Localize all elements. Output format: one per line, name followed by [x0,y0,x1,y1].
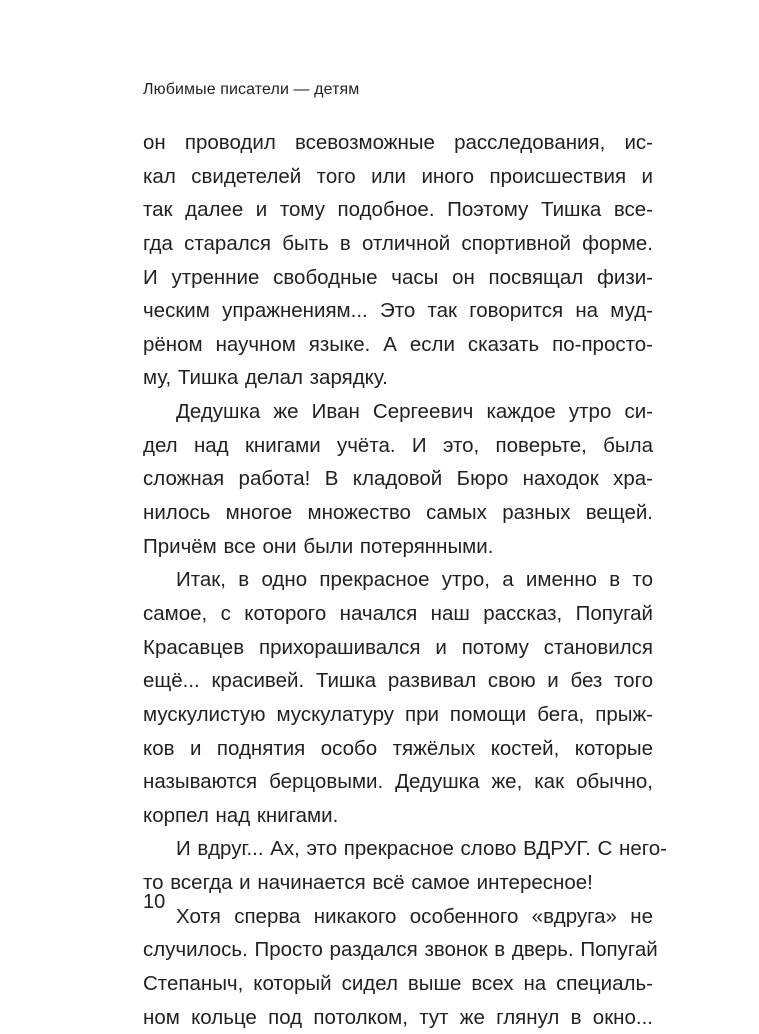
text-line: он проводил всевозможные расследования, ис- [143,131,653,154]
text-line: сложная работа! В кладовой Бюро находок хра- [143,467,653,491]
text-line: Степаныч, который сидел выше всех на специаль- [143,972,653,996]
text-line: Хотя сперва никакого особенного «вдруга» не [176,904,653,928]
text-line: самое, с которого начался наш рассказ, Попугай [143,601,653,625]
text-line: му, Тишка делал зарядку. [143,366,388,390]
text-line: ческим упражнениям... Это так говорится на муд- [143,299,653,323]
text-line: мускулистую мускулатуру при помощи бега, прыж- [143,702,653,726]
text-line: нилось многое множество самых разных вещей. [143,501,653,525]
text-line: ещё... красивей. Тишка развивал свою и без того [143,669,653,693]
text-line: ном кольце под потолком, тут же глянул в окно... [143,1005,653,1029]
text-line: называются берцовыми. Дедушка же, как обычно, [143,770,653,794]
text-line: Красавцев прихорашивался и потому становился [143,635,653,659]
running-header: Любимые писатели — детям [143,81,360,98]
text-line: дел над книгами учёта. И это, поверьте, была [143,433,653,457]
text-line: ков и поднятия особо тяжёлых костей, которые [143,736,653,760]
text-line: гда старался быть в отличной спортивной форме. [143,231,653,255]
text-line: Причём все они были потерянными. [143,534,494,558]
text-line: И утренние свободные часы он посвящал физи- [143,265,653,289]
text-line: случилось. Просто раздался звонок в дверь. Попугай [143,938,658,962]
text-line: корпел над книгами. [143,803,339,827]
page-number: 10 [143,891,166,913]
text-line: то всегда и начинается всё самое интересное! [143,871,593,895]
text-line: так далее и тому подобное. Поэтому Тишка все- [143,198,653,222]
text-line: Дедушка же Иван Сергеевич каждое утро си- [176,400,653,424]
page-body-text [143,126,667,1034]
text-line: кал свидетелей того или иного происшествия и [143,164,653,188]
text-line: И вдруг... Ах, это прекрасное слово ВДРУГ. С него- [176,837,667,861]
text-line: рёном научном языке. А если сказать по-просто- [143,332,653,356]
text-line: Итак, в одно прекрасное утро, а именно в то [176,568,653,592]
